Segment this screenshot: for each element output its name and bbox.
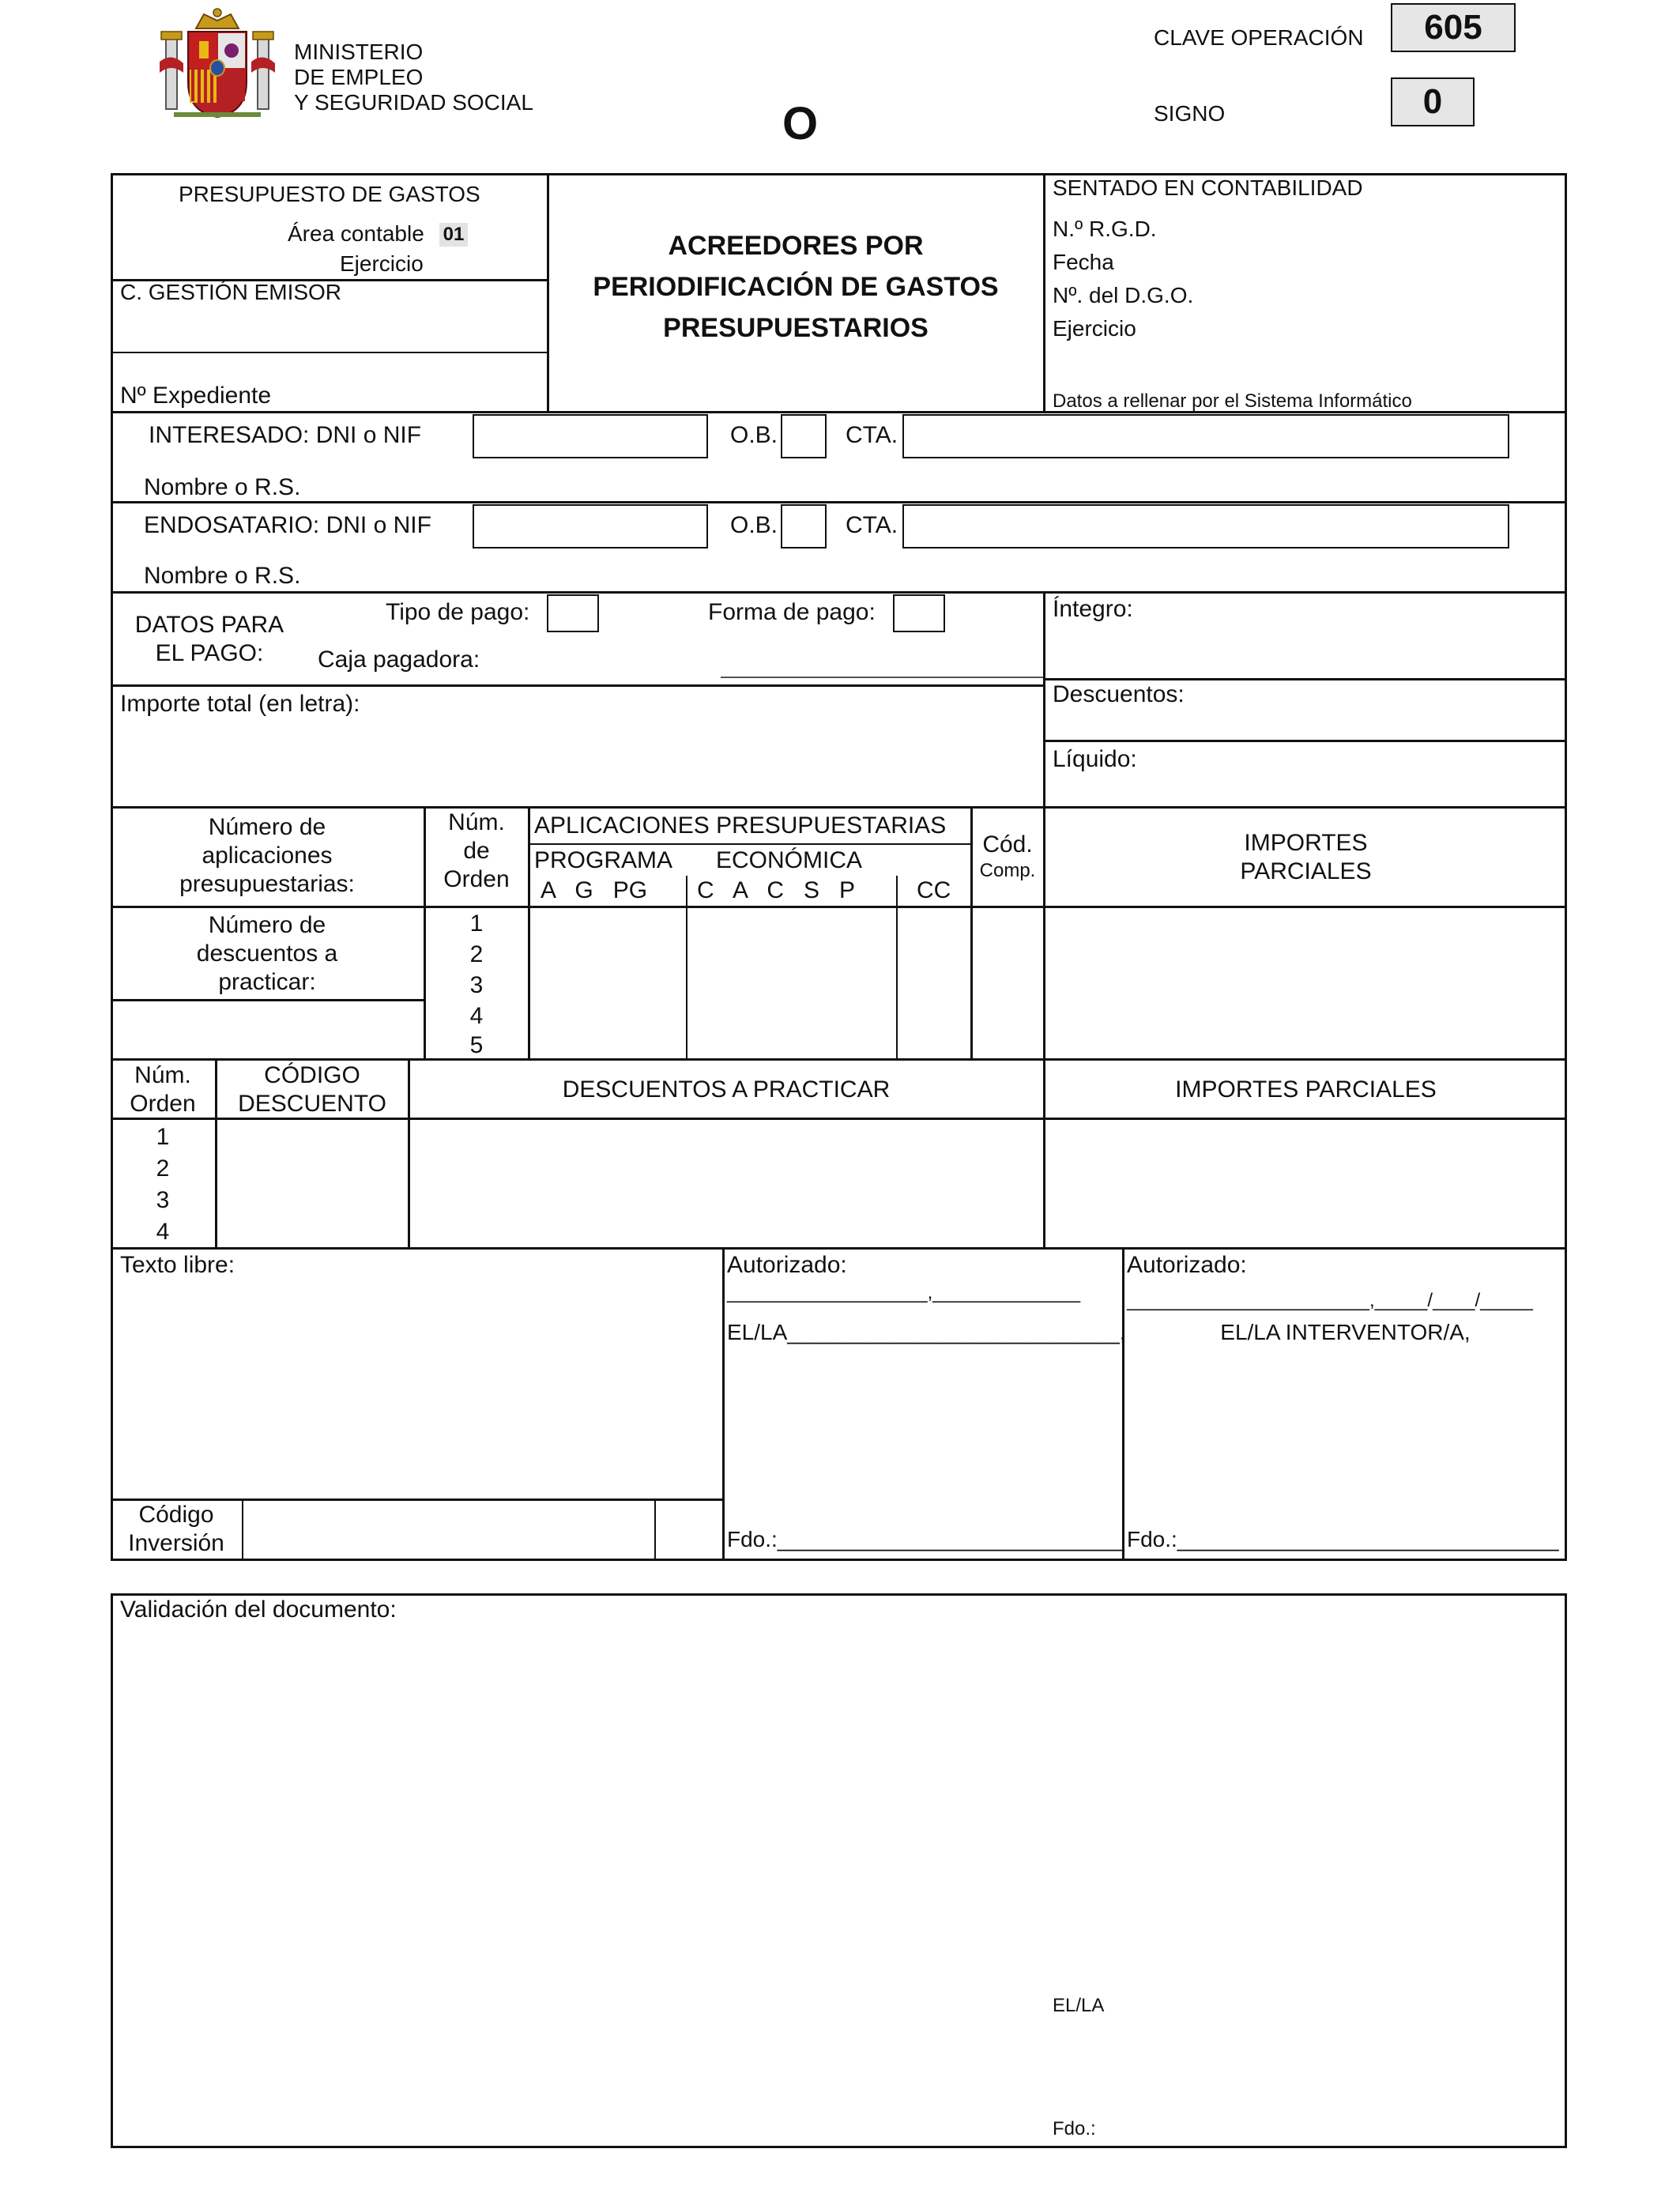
gestion-emisor-label: C. GESTIÓN EMISOR [120,280,342,304]
area-contable-value: 01 [439,223,468,247]
aplic-order-5: 5 [469,1032,484,1058]
validacion-el-la: EL/LA [1053,1995,1105,2016]
autorizado-1-line: ___________________,______________ [727,1282,1081,1303]
num-desc-line2: descuentos a [196,941,338,967]
descuentos-label: Descuentos: [1053,681,1185,707]
texto-libre-area[interactable] [115,1285,719,1497]
clave-operacion-text: 605 [1424,8,1482,47]
clave-operacion-label: CLAVE OPERACIÓN [1154,25,1364,50]
endosatario-label: ENDOSATARIO: DNI o NIF [144,512,431,538]
caja-pagadora-label: Caja pagadora: [318,647,480,673]
autorizado-2-label: Autorizado: [1127,1252,1247,1278]
tipo-pago-label: Tipo de pago: [386,599,530,625]
divider [528,843,970,845]
num-aplic-line2: aplicaciones [202,843,333,869]
codigo-descuento-line1: CÓDIGO [264,1062,360,1088]
divider [686,876,687,1059]
datos-pago-line2: EL PAGO: [155,640,264,666]
contabilidad-title: SENTADO EN CONTABILIDAD [1053,175,1363,200]
cod-comp-line2: Comp. [979,860,1036,881]
divider [111,1247,1567,1250]
endosatario-cta-field[interactable] [902,504,1509,548]
expediente-label: Nº Expediente [120,383,272,409]
validacion-label: Validación del documento: [120,1596,397,1623]
divider [1043,678,1567,680]
num-desc-line1: Número de [208,912,326,938]
importes-parciales-line1: IMPORTES [1244,830,1368,856]
contabilidad-ejercicio-label: Ejercicio [1053,316,1136,341]
integro-label: Íntegro: [1053,596,1133,622]
cod-comp-line1: Cód. [982,831,1033,858]
divider [654,1498,656,1560]
signo-label: SIGNO [1154,101,1226,126]
ministry-line1: MINISTERIO [294,40,424,64]
num-orden-line2: de [463,838,490,864]
endosatario-cta-label: CTA. [846,512,898,538]
document-letter: O [782,98,819,149]
codigo-inversion-line2: Inversión [128,1530,224,1556]
desc-order-1: 1 [156,1124,170,1150]
divider [1122,1247,1124,1561]
divider [111,684,1045,687]
sistema-informatico-note: Datos a rellenar por el Sistema Informático [1053,390,1412,412]
ministry-line2: DE EMPLEO [294,65,424,89]
aplic-order-4: 4 [469,1003,484,1029]
divider [896,876,898,1059]
desc-order-2: 2 [156,1155,170,1182]
main-title-line3: PRESUPUESTARIOS [663,313,929,343]
forma-pago-field[interactable] [893,594,945,632]
divider [111,999,425,1001]
num-aplic-line1: Número de [208,814,326,840]
desc-order-3: 3 [156,1187,170,1213]
fecha-label: Fecha [1053,250,1114,274]
divider [111,806,1567,809]
divider [111,591,1567,594]
num-aplic-line3: presupuestarias: [179,871,355,897]
divider [111,501,1567,503]
interesado-nombre-label: Nombre o R.S. [144,474,301,500]
interesado-nif-field[interactable] [473,414,708,458]
autorizado-1-label: Autorizado: [727,1252,847,1278]
programa-columns: A G PG [541,877,648,903]
divider [111,1058,1567,1061]
signo-value [1391,77,1475,126]
endosatario-nif-field[interactable] [473,504,708,548]
num-desc-line3: practicar: [218,969,316,995]
main-title-line1: ACREEDORES POR [668,231,924,261]
liquido-label: Líquido: [1053,746,1137,772]
caja-pagadora-line[interactable] [721,677,1043,678]
validacion-fdo: Fdo.: [1053,2118,1096,2139]
num-orden-line3: Orden [443,866,510,892]
divider [242,1498,243,1560]
signo-text: 0 [1422,82,1443,121]
importes-parciales-line2: PARCIALES [1240,858,1372,884]
programa-label: PROGRAMA [534,847,673,873]
desc-num-line2: Orden [130,1091,196,1117]
economica-label: ECONÓMICA [716,847,863,873]
fdo-1: Fdo.:____________________________ [727,1527,1122,1551]
ministry-line3: Y SEGURIDAD SOCIAL [294,90,533,115]
dgo-label: Nº. del D.G.O. [1053,283,1194,307]
ejercicio-label: Ejercicio [340,251,424,276]
texto-libre-label: Texto libre: [120,1252,235,1278]
endosatario-ob-field[interactable] [781,504,827,548]
num-orden-line1: Núm. [448,809,505,835]
divider [111,906,1567,908]
aplic-order-3: 3 [469,972,484,998]
interesado-cta-label: CTA. [846,422,898,448]
divider [1043,740,1567,742]
codigo-descuento-line2: DESCUENTO [238,1091,386,1117]
presupuesto-title: PRESUPUESTO DE GASTOS [179,182,480,206]
validacion-box [111,1593,1567,2148]
interesado-ob-label: O.B. [730,422,778,448]
main-title-line2: PERIODIFICACIÓN DE GASTOS [593,272,999,302]
divider [111,352,548,353]
divider [722,1247,725,1561]
desc-num-line1: Núm. [134,1062,191,1088]
aplic-order-1: 1 [469,910,484,937]
el-la-1: EL/LA___________________________, [727,1320,1126,1344]
codigo-inversion-field[interactable] [245,1502,653,1559]
clave-operacion-value [1391,3,1516,52]
desc-order-4: 4 [156,1219,170,1245]
divider [1043,591,1045,807]
aplicaciones-title: APLICACIONES PRESUPUESTARIAS [534,812,947,839]
area-contable-label: Área contable [288,221,424,246]
importe-letra-label: Importe total (en letra): [120,691,360,717]
interesado-cta-field[interactable] [902,414,1509,458]
interesado-label: INTERESADO: DNI o NIF [149,422,422,448]
datos-pago-line1: DATOS PARA [134,612,284,638]
divider [111,1498,724,1501]
endosatario-ob-label: O.B. [730,512,778,538]
aplic-order-2: 2 [469,941,484,967]
descuentos-importes: IMPORTES PARCIALES [1175,1076,1437,1103]
cc-label: CC [917,877,951,903]
coat-of-arms-logo [158,6,277,121]
rgd-label: N.º R.G.D. [1053,217,1157,241]
autorizado-2-line: _______________________,_____/____/_____ [1127,1290,1533,1311]
interesado-ob-field[interactable] [781,414,827,458]
endosatario-nombre-label: Nombre o R.S. [144,563,301,589]
economica-columns: C A C S P [697,877,856,903]
fdo-2: Fdo.:_______________________________ [1127,1527,1559,1551]
forma-pago-label: Forma de pago: [708,599,876,625]
descuentos-title: DESCUENTOS A PRACTICAR [562,1076,891,1103]
tipo-pago-field[interactable] [547,594,599,632]
codigo-inversion-line1: Código [138,1502,214,1528]
interventor-label: EL/LA INTERVENTOR/A, [1220,1320,1471,1344]
